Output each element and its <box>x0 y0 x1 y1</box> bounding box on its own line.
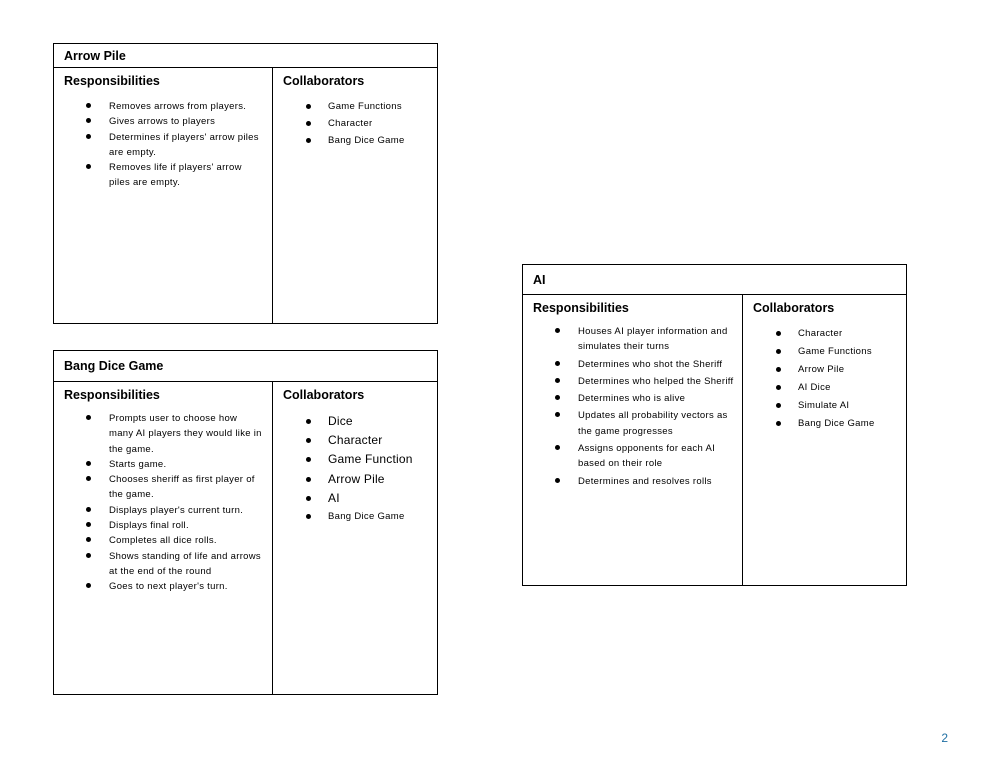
responsibilities-list <box>54 99 272 191</box>
responsibilities-list <box>54 411 272 595</box>
card-title: Arrow Pile <box>54 44 437 68</box>
collaborators-list <box>743 325 906 433</box>
list-item: Arrow Pile <box>743 361 906 379</box>
list-item: Determines and resolves rolls <box>523 474 734 489</box>
list-item: Goes to next player's turn. <box>54 579 264 594</box>
responsibilities-column <box>54 68 273 323</box>
arrow-pile-card <box>53 43 438 324</box>
list-item: Determines if players' arrow piles are empty. <box>54 130 264 161</box>
list-item: Gives arrows to players <box>54 114 264 129</box>
list-item: Assigns opponents for each AI based on their role <box>523 441 734 472</box>
card-title: AI <box>523 265 906 295</box>
list-item: Determines who shot the Sheriff <box>523 357 734 372</box>
list-item: Displays player's current turn. <box>54 503 264 518</box>
list-item: Determines who helped the Sheriff <box>523 374 734 389</box>
bang-dice-game-card <box>53 350 438 695</box>
list-item: Removes life if players' arrow piles are empty. <box>54 160 264 191</box>
collaborators-column <box>273 382 437 694</box>
card-body <box>54 382 437 694</box>
collaborators-header: Collaborators <box>753 301 835 315</box>
responsibilities-header: Responsibilities <box>64 74 160 88</box>
responsibilities-column <box>54 382 273 694</box>
page-number: 2 <box>941 731 948 745</box>
card-body <box>523 295 906 585</box>
list-item: Game Functions <box>273 98 437 115</box>
list-item: Bang Dice Game <box>743 415 906 433</box>
list-item: Displays final roll. <box>54 518 264 533</box>
list-item: Shows standing of life and arrows at the end of the round <box>54 549 264 580</box>
responsibilities-header: Responsibilities <box>64 388 160 402</box>
list-item: AI <box>273 489 437 508</box>
collaborators-column <box>273 68 437 323</box>
list-item: Updates all probability vectors as the game progresses <box>523 408 734 439</box>
list-item: Simulate AI <box>743 397 906 415</box>
list-item: Chooses sheriff as first player of the game. <box>54 472 264 503</box>
list-item: Bang Dice Game <box>273 508 437 525</box>
list-item: Arrow Pile <box>273 470 437 489</box>
list-item: Character <box>273 431 437 450</box>
list-item: Houses AI player information and simulates their turns <box>523 324 734 355</box>
collaborators-list <box>273 98 437 149</box>
collaborators-header: Collaborators <box>283 388 365 402</box>
card-body <box>54 68 437 323</box>
ai-card <box>522 264 907 586</box>
collaborators-header: Collaborators <box>283 74 365 88</box>
list-item: Dice <box>273 412 437 431</box>
list-item: Completes all dice rolls. <box>54 533 264 548</box>
list-item: Character <box>273 115 437 132</box>
responsibilities-list <box>523 324 742 489</box>
list-item: Starts game. <box>54 457 264 472</box>
list-item: Prompts user to choose how many AI players they would like in the game. <box>54 411 264 457</box>
list-item: Character <box>743 325 906 343</box>
card-title: Bang Dice Game <box>54 351 437 382</box>
list-item: AI Dice <box>743 379 906 397</box>
list-item: Removes arrows from players. <box>54 99 264 114</box>
list-item: Determines who is alive <box>523 391 734 406</box>
collaborators-list <box>273 412 437 525</box>
list-item: Bang Dice Game <box>273 132 437 149</box>
list-item: Game Functions <box>743 343 906 361</box>
collaborators-column <box>743 295 906 585</box>
responsibilities-header: Responsibilities <box>533 301 629 315</box>
responsibilities-column <box>523 295 743 585</box>
list-item: Game Function <box>273 450 437 469</box>
